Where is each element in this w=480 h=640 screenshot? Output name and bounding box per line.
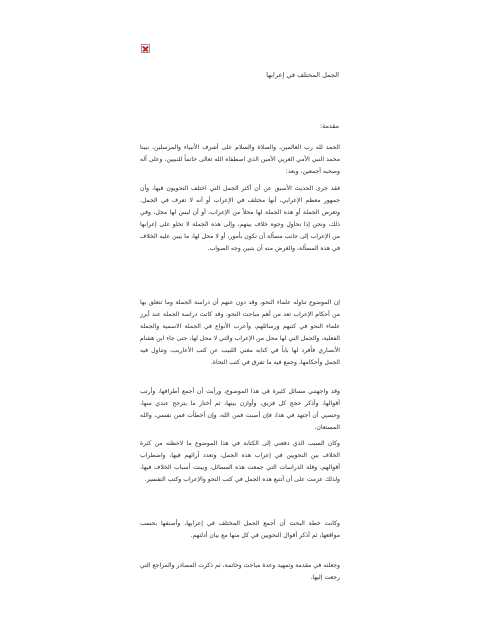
paragraph-scholars: إن الموضوع تناوله علماء النحو، وقد دون عنهم أن دراسة الجملة وما تتعلق بها من أحكام الإعراب تعد من أهم مباحث النحو، وقد كانت دراسة الجملة عند أبرز علماء النحو في كتبهم ورسائلهم، وأعرب الأنواع في الجملة الاسمية والجملة الفعلية، والجمل التي لها محل من الإعراب والتي لا محل لها، حتى جاء ابن هشام الأنصاري فأفرد لها باباً في كتابه مغني اللبيب عن كتب الأعاريب، وتناول فيه الجمل وأحكامها، وجمع فيه ما تفرق في كتب النحاة. — [140, 299, 340, 366]
introduction-heading: مقدمة: — [319, 122, 339, 130]
paragraph-opening-praise: الحمد لله رب العالمين، والصلاة والسلام على أشرف الأنبياء والمرسلين، نبينا محمد النبي الأمي العربي الأمين الذي اصطفاه الله تعالى خاتماً للنبيين، وعلى آله وصحبه أجمعين، وبعد: — [140, 144, 340, 175]
paragraph-topic: فقد جرى الحديث الأسبق عن أن أكثر الجمل التي اختلف النحويون فيها، وأن جمهور معظم الإعرابي، أنها مختلف في الإعراب أو أنه لا تعرف في الجمل. وتعرض الجملة أو هذه الجملة لها محلاً من الإعراب، أو أن ليس لها محل، وفي ذلك، ونحن إذا نحاول وجوه خلاف بينهم، وإلى هذه الجملة لا تخلو على إعرابها من الإعراب إلى جانب مسألة أن تكون بأمور، أو لا محل لها، ما يبين عليه الخلاف في هذه المسألة، والغرض منه أن يتبين وجه الصواب. — [140, 185, 340, 252]
paragraph-structure: وجعلته في مقدمة وتمهيد وعدة مباحث وخاتمة، ثم ذكرت المصادر والمراجع التي رجعت إليها. — [140, 562, 340, 581]
document-title: الجمل المختلف في إعرابها — [266, 71, 339, 79]
paragraph-motivation: وكان السبب الذي دفعني إلى الكتابة في هذا الموضوع ما لاحظته من كثرة الخلاف بين النحويين في إعراب هذه الجمل، وتعدد آرائهم فيها، واضطراب أقوالهم، وقلة الدراسات التي جمعت هذه المسائل، وبينت أسباب الخلاف فيها، ولذلك عزمت على أن أتتبع هذه الجمل في كتب النحو والإعراب وكتب التفسير. — [140, 440, 340, 483]
paragraph-approach: وقد واجهتني مسائل كثيرة في هذا الموضوع، ورأيت أن أجمع أطرافها، وأرتب أقوالها، وأذكر حجج كل فريق، وأوازن بينها، ثم أختار ما يترجح عندي منها، وحسبي أن أجتهد في هذا، فإن أصبت فمن الله، وإن أخطأت فمن نفسي، والله المستعان. — [140, 388, 340, 431]
paragraph-plan: وكانت خطة البحث أن أجمع الجمل المختلف في إعرابها، وأصنفها بحسب مواقعها، ثم أذكر أقوال النحويين في كل منها مع بيان أدلتهم. — [140, 520, 340, 539]
broken-image-icon — [141, 44, 150, 53]
